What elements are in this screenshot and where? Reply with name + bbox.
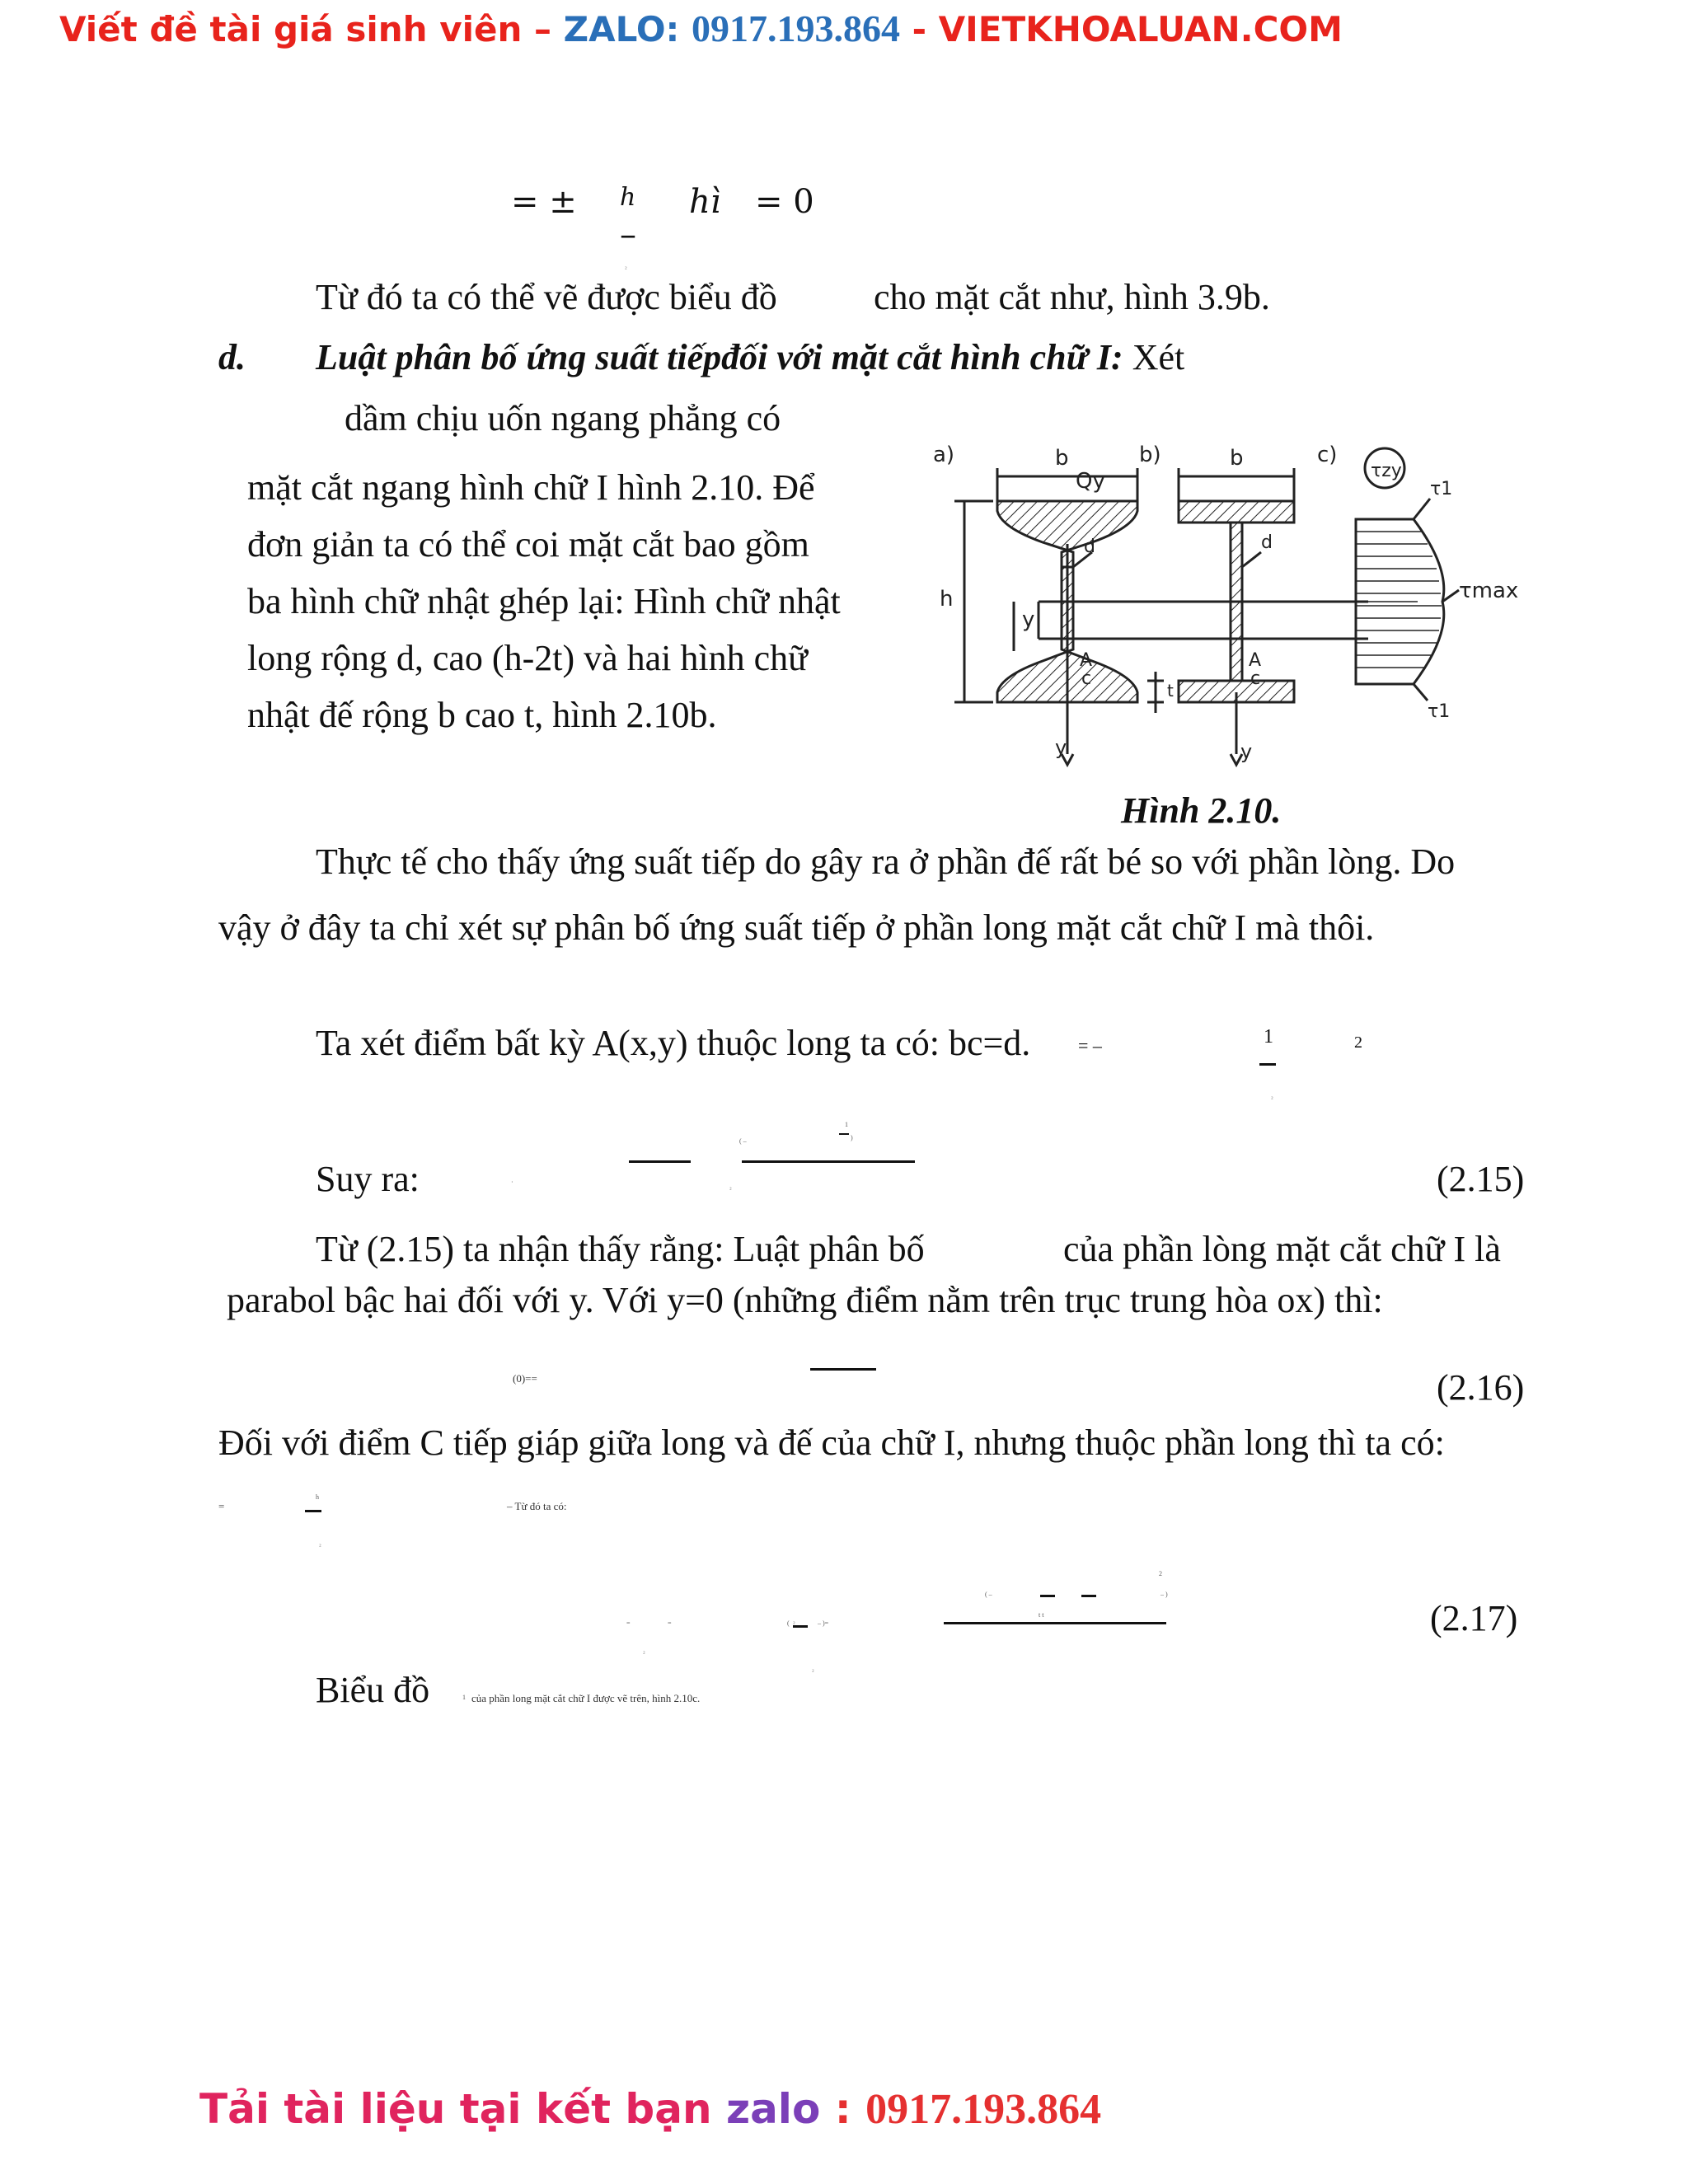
section-heading: Luật phân bố ứng suất tiếpđối với mặt cắt hình chữ I: Xét [316, 337, 1185, 377]
text-suy-ra: Suy ra: [316, 1159, 420, 1199]
eq-top-frac-bar: – [620, 216, 636, 254]
svg-text:b: b [1055, 446, 1069, 471]
para-left-line-1: dầm chịu uốn ngang phẳng có [345, 398, 781, 438]
para2-line-1: Thực tế cho thấy ứng suất tiếp do gây ra ở phần đế rất bé so với phần lòng. Do [316, 841, 1456, 882]
para2-line-2: vậy ở đây ta chỉ xét sự phân bố ứng suất tiếp ở phần long mặt cắt chữ I mà thôi. [218, 907, 1375, 948]
text-bieu-do-small: của phần long mặt cắt chữ I được vẽ trên, hình 2.10c. [471, 1692, 701, 1704]
figure-i-beam [923, 429, 1533, 775]
frac-bar-217 [944, 1622, 1166, 1624]
svg-text:y: y [1055, 736, 1067, 759]
svg-text:τ1: τ1 [1428, 701, 1451, 722]
para-left-line-5: long rộng d, cao (h-2t) và hai hình chữ [247, 638, 809, 678]
footer-text: Tải tài liệu tại kết bạn [199, 2085, 726, 2133]
para-left-line-4: ba hình chữ nhật ghép lại: Hình chữ nhật [247, 581, 841, 621]
frac-bar-c [305, 1510, 321, 1512]
svg-text:y: y [1022, 607, 1035, 632]
header-zalo-label: ZALO: [563, 9, 692, 49]
svg-text:τmax: τmax [1459, 579, 1519, 603]
svg-text:t: t [1167, 681, 1174, 701]
section-label: d. [218, 337, 246, 377]
svg-text:A: A [1080, 650, 1093, 671]
text-line-bieudo-left: Từ đó ta có thể vẽ được biểu đồ [316, 277, 777, 317]
eq-top-rhs: = 0 [755, 183, 814, 221]
para-left-line-3: đơn giản ta có thể coi mặt cắt bao gồm [247, 524, 809, 565]
svg-text:b: b [1230, 446, 1244, 471]
eq-number-216: (2.16) [1437, 1367, 1525, 1408]
svg-text:h: h [940, 587, 954, 612]
header-site-link[interactable]: VIETKHOALUAN.COM [938, 9, 1343, 49]
para-left-line-2: mặt cắt ngang hình chữ I hình 2.10. Để [247, 467, 815, 508]
text-line-bieudo-right: cho mặt cắt như, hình 3.9b. [874, 277, 1270, 317]
para3-line-1-right: của phần lòng mặt cắt chữ I là [1063, 1229, 1501, 1269]
header-banner: Viết đề tài giá sinh viên – ZALO: 0917.193.864 - VIETKHOALUAN.COM [59, 7, 1343, 49]
fig-label-c: c) [1317, 443, 1338, 467]
eq-top-mid: hì [689, 183, 721, 221]
svg-text:c: c [1250, 668, 1261, 689]
para-left-line-6: nhật đế rộng b cao t, hình 2.10b. [247, 695, 717, 735]
svg-text:d: d [1084, 537, 1095, 557]
svg-text:Qy: Qy [1076, 469, 1105, 494]
svg-text:τzy: τzy [1371, 461, 1402, 481]
frac-bar-215-b [742, 1160, 915, 1163]
eq216-lhs: (0)== [513, 1372, 537, 1385]
fig-label-a: a) [933, 443, 955, 467]
svg-text:d: d [1261, 532, 1273, 553]
header-text: Viết đề tài giá sinh viên [59, 9, 523, 49]
text-bieu-do-last: Biểu đồ [316, 1670, 430, 1710]
eq-number-215: (2.15) [1437, 1159, 1525, 1199]
fig-label-b: b) [1139, 443, 1161, 467]
footer-phone[interactable]: 0917.193.864 [865, 2086, 1102, 2133]
text-point-a: Ta xét điểm bất kỳ A(x,y) thuộc long ta có: bc=d. [316, 1023, 1031, 1063]
frac-bar-215-a [629, 1160, 691, 1163]
eq-top-lhs: = ± [511, 183, 577, 221]
eq-top-frac-top: h [620, 183, 636, 212]
eq-number-217: (2.17) [1430, 1598, 1518, 1638]
figure-caption: Hình 2.10. [1121, 790, 1282, 831]
svg-text:τ1: τ1 [1430, 479, 1453, 499]
text-tu-do-ta-co: – Từ đó ta có: [507, 1500, 567, 1512]
footer-banner: Tải tài liệu tại kết bạn zalo : 0917.193.864 [199, 2085, 1102, 2133]
para3-line-2: parabol bậc hai đối với y. Với y=0 (những điểm nằm trên trục trung hòa ox) thì: [227, 1280, 1383, 1320]
frac-bar-216 [810, 1368, 876, 1371]
svg-text:y: y [1240, 740, 1253, 763]
header-phone[interactable]: 0917.193.864 [691, 7, 900, 49]
frac-bar-point [1259, 1063, 1276, 1066]
svg-text:c: c [1081, 668, 1092, 689]
text-point-c: Đối với điểm C tiếp giáp giữa long và đế của chữ I, nhưng thuộc phần long thì ta có: [218, 1422, 1445, 1463]
svg-text:A: A [1249, 650, 1262, 671]
footer-zalo-link[interactable]: zalo [725, 2085, 821, 2133]
para3-line-1-left: Từ (2.15) ta nhận thấy rằng: Luật phân bố [316, 1229, 925, 1269]
